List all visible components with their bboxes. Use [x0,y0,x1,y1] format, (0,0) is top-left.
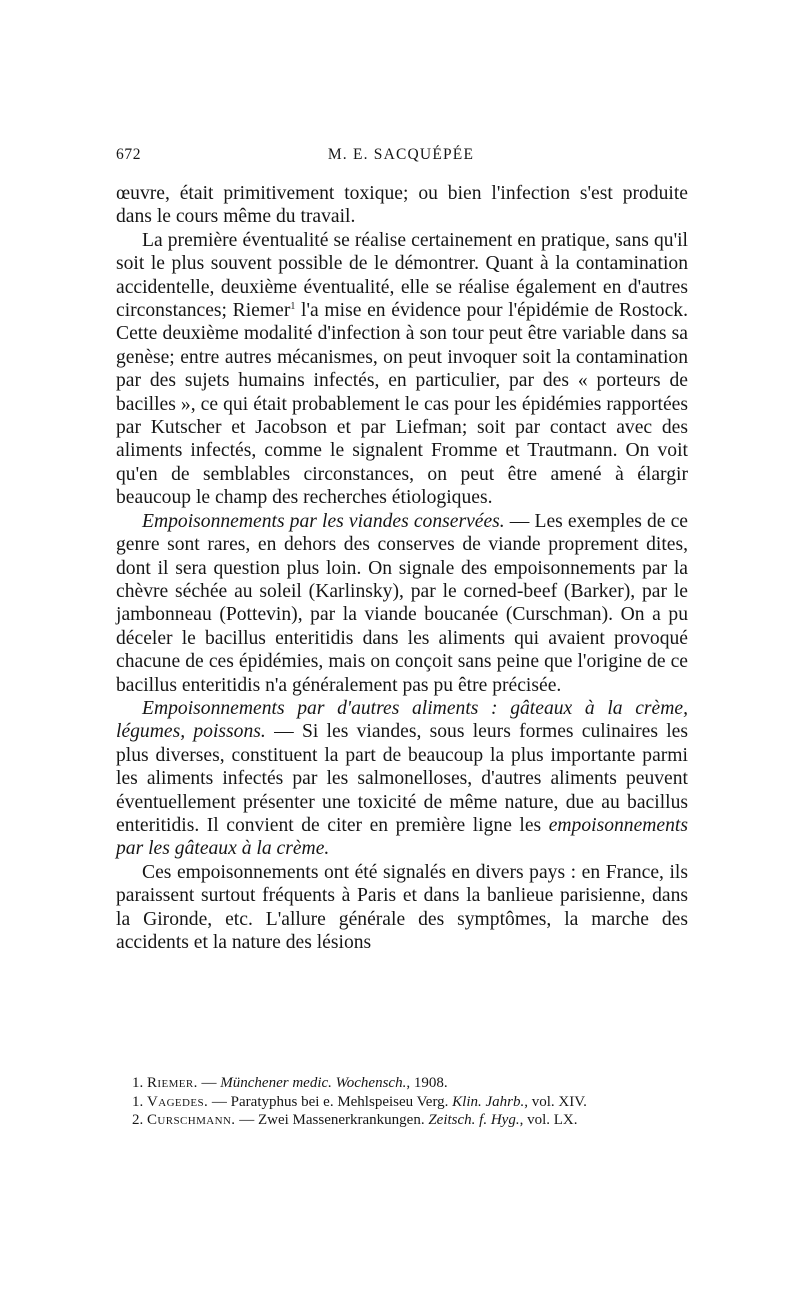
footnote-3: 2. Curschmann. — Zwei Massenerkrankungen. Zeitsch. f. Hyg., vol. LX. [132,1112,578,1129]
section-heading: Empoisonnements par d'autres aliments : gâteaux à la crème, légumes, poissons. [116,697,688,743]
footnote-2: 1. Vagedes. — Paratyphus bei e. Mehlspeiseu Verg. Klin. Jahrb., vol. XIV. [132,1093,587,1110]
paragraph-viandes-conservees: Empoisonnements par les viandes conservées. — Les exemples de ce genre sont rares, en dehors des conserves de viande proprement dites, dont il sera question plus loin. On signale des empoisonnements par la chèvre séchée au soleil (Karlinsky), par le corned-beef (Barker), par le jambonneau (Pottevin), par la viande boucanée (Curschman). On a pu déceler le bacillus enteritidis dans les aliments qui avaient provoqué chacune de ces épidémies, mais on conçoit sans peine que l'origine de ce bacillus enteritidis n'a généralement pas pu être précisée. [116,510,688,696]
section-heading: Empoisonnements par les viandes conservées. [142,510,505,532]
paragraph-gateaux: Ces empoisonnements ont été signalés en divers pays : en France, ils paraissent surtout fréquents à Paris et dans la banlieue parisienne, dans la Gironde, etc. L'allure générale des symptômes, la marche des accidents et la nature des lésions [116,861,688,953]
paragraph-contamination: La première éventualité se réalise certainement en pratique, sans qu'il soit le plus souvent possible de le démontrer. Quant à la contamination accidentelle, deuxième éventualité, elle se réalise également en d'autres circonstances; Riemer$^1$ l'a mise en évidence pour l'épidémie de Rostock. Cette deuxième modalité d'infection à son tour peut être variable dans sa genèse; entre autres mécanismes, on peut invoquer soit la contamination par des sujets humains infectés, en particulier, par des « porteurs de bacilles », ce qui était probablement le cas pour les épidémies rapportées par Kutscher et Jacobson et par Liefman; soit par contact avec des aliments infectés, comme le signalent Fromme et Trautmann. On voit qu'en de semblables circonstances, on peut être amené à élargir beaucoup le champ des recherches étiologiques. [116,229,688,509]
author-header: M. E. SACQUÉPÉE [327,146,475,163]
paragraph-autres-aliments: Empoisonnements par d'autres aliments : gâteaux à la crème, légumes, poissons. — Si les viandes, sous leurs formes culinaires les plus diverses, constituent la part de beaucoup la plus importante parmi les aliments infectés par les salmonelloses, d'autres aliments peuvent éventuellement présenter une toxicité de même nature, due au bacillus enteritidis. Il convient de citer en première ligne les empoisonnements par les gâteaux à la crème. [116,697,688,860]
footnotes [116,1074,688,1130]
footnote-1: 1. Riemer. — Münchener medic. Wochensch., 1908. [132,1075,448,1091]
running-head [116,146,686,170]
page-number: 672 [116,146,142,163]
footnote-ref: 1 [290,301,296,313]
paragraph-continuation: œuvre, était primitivement toxique; ou bien l'infection s'est produite dans le cours même du travail. [116,183,688,228]
body-text [116,182,688,954]
book-page [116,0,696,1304]
